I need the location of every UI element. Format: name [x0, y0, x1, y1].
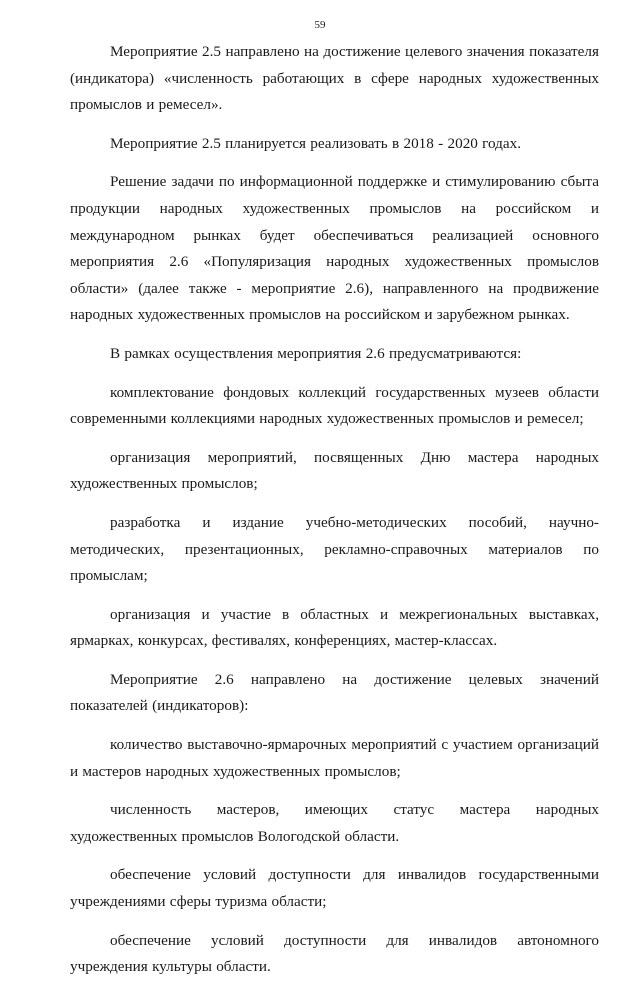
indicator-item-masters: численность мастеров, имеющих статус мастера народных художественных промыслов Вологодской области.	[70, 801, 599, 845]
paragraph-period-2-5: Мероприятие 2.5 планируется реализовать в 2018 - 2020 годах.	[110, 134, 522, 152]
list-item-collections: комплектование фондовых коллекций государственных музеев области современными коллекциями народных художественных промыслов и ремесел;	[70, 383, 599, 428]
indicator-item-culture-access: обеспечение условий доступности для инвалидов автономного учреждения культуры области.	[70, 931, 599, 976]
indicator-item-tourism-access: обеспечение условий доступности для инвалидов государственными учреждениями сферы туризма области;	[70, 866, 599, 911]
list-item-master-day: организация мероприятий, посвященных Дню мастера народных художественных промыслов;	[70, 448, 599, 493]
paragraph-measures-intro: В рамках осуществления мероприятия 2.6 предусматриваются:	[110, 344, 522, 362]
document-body	[70, 39, 599, 981]
paragraph-task-2-6: Решение задачи по информационной поддержке и стимулированию сбыта продукции народных художественных промыслов на российском и международном рынках будет обеспечиваться реализацией основного мероприятия 2.6 «Популяризация народных художественных промыслов области» (далее также - мероприятие 2.6), направленного на продвижение народных художественных промыслов на российском и зарубежном рынках.	[70, 173, 599, 324]
list-item-publications: разработка и издание учебно-методических пособий, научно-методических, презентационных, рекламно-справочных материалов по промыслам;	[70, 513, 599, 585]
paragraph-goal-2-5: Мероприятие 2.5 направлено на достижение целевого значения показателя (индикатора) «численность работающих в сфере народных художественных промыслов и ремесел».	[70, 43, 599, 114]
list-item-exhibitions: организация и участие в областных и межрегиональных выставках, ярмарках, конкурсах, фестивалях, конференциях, мастер-классах.	[70, 605, 599, 650]
page-number: 59	[314, 19, 326, 31]
indicator-item-fairs: количество выставочно-ярмарочных мероприятий с участием организаций и мастеров народных художественных промыслов;	[70, 736, 599, 780]
paragraph-goal-2-6: Мероприятие 2.6 направлено на достижение целевых значений показателей (индикаторов):	[70, 670, 599, 715]
